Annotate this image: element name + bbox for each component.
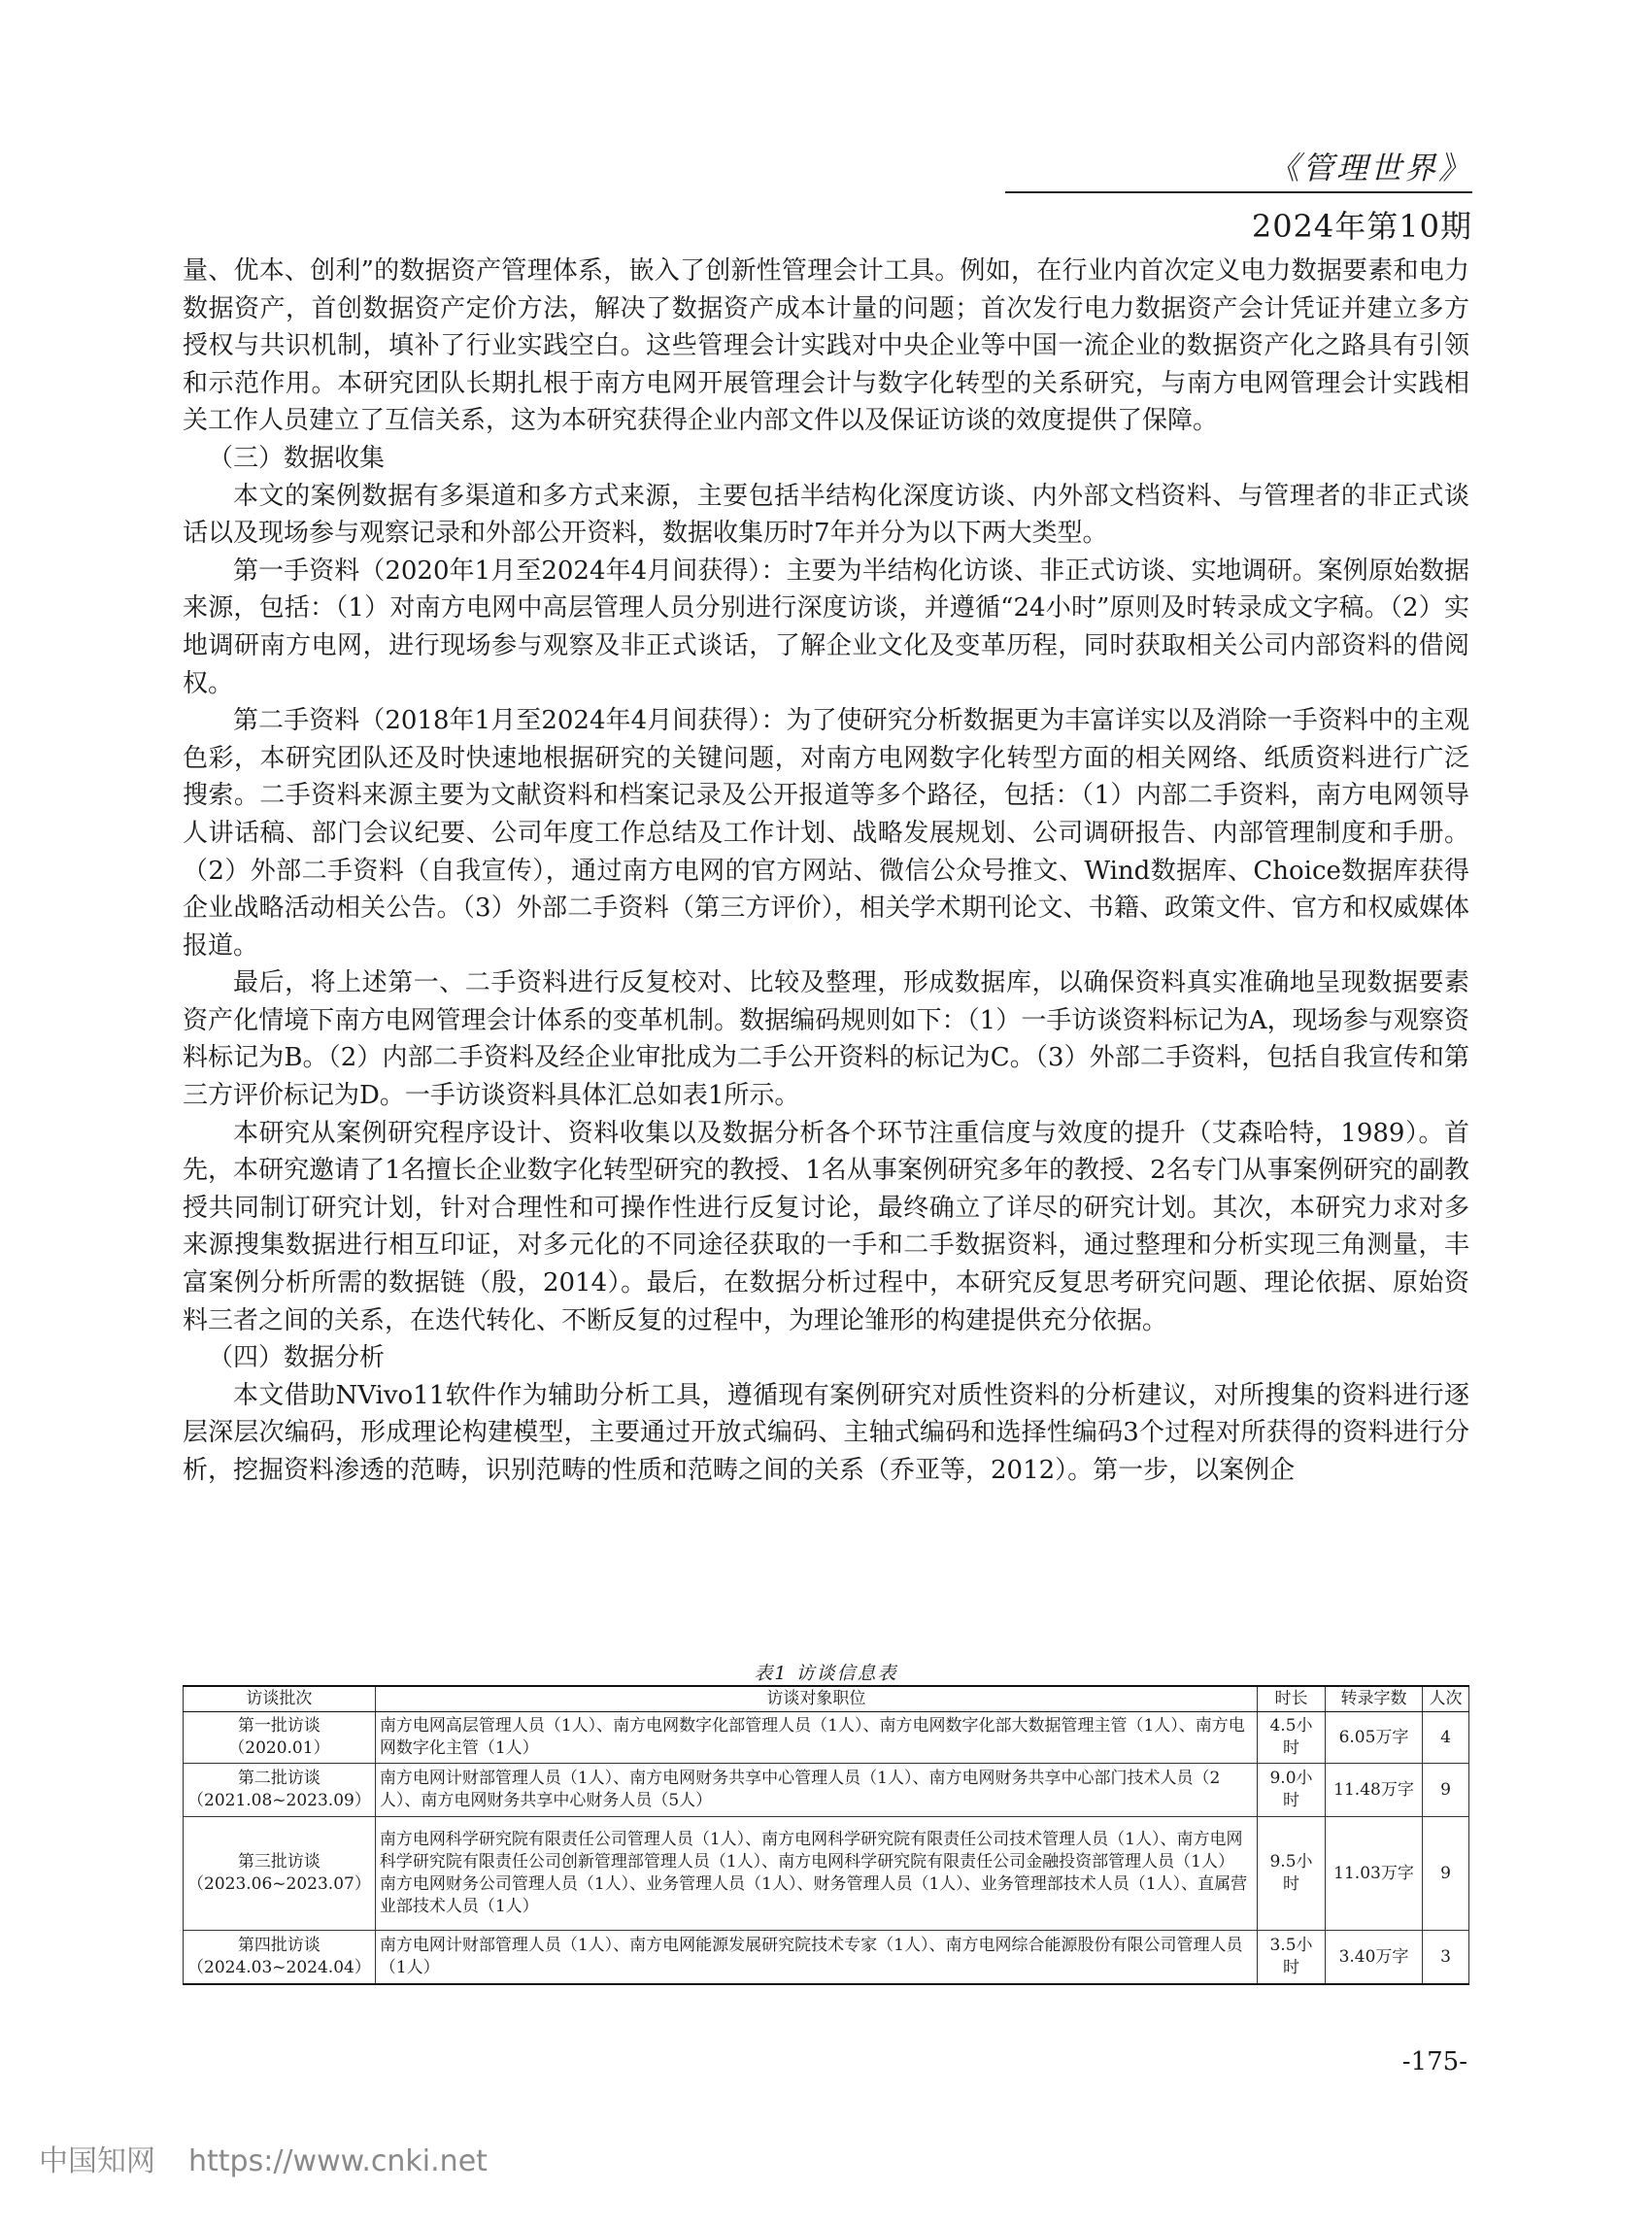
count-cell: 9 xyxy=(1423,1764,1469,1817)
paragraph: 本研究从案例研究程序设计、资料收集以及数据分析各个环节注重信度与效度的提升（艾森哈特，1989）。首先，本研究邀请了1名擅长企业数字化转型研究的教授、1名从事案例研究多年的教授、2名专门从事案例研究的副教授共同制订研究计划，针对合理性和可操作性进行反复讨论，最终确立了详尽的研究计划。其次，本研究力求对多来源搜集数据进行相互印证，对多元化的不同途径获取的一手和二手数据资料，通过整理和分析实现三角测量，丰富案例分析所需的数据链（殷，2014）。最后，在数据分析过程中，本研究反复思考研究问题、理论依据、原始资料三者之间的关系，在迭代转化、不断反复的过程中，为理论雏形的构建提供充分依据。 xyxy=(183,1118,1469,1335)
table-header-row xyxy=(184,1686,1469,1712)
page-number: -175- xyxy=(1401,2047,1467,2076)
column-header: 访谈对象职位 xyxy=(375,1686,1257,1712)
count-cell: 3 xyxy=(1423,1931,1469,1985)
positions-cell: 南方电网计财部管理人员（1人）、南方电网财务共享中心管理人员（1人）、南方电网财务共享中心部门技术人员（2人）、南方电网财务共享中心财务人员（5人） xyxy=(375,1764,1257,1817)
column-header: 转录字数 xyxy=(1326,1686,1423,1712)
watermark-url: https://www.cnki.net xyxy=(188,2144,488,2178)
paragraph: 第二手资料（2018年1月至2024年4月间获得）：为了使研究分析数据更为丰富详实以及消除一手资料中的主观色彩，本研究团队还及时快速地根据研究的关键问题，对南方电网数字化转型方面的相关网络、纸质资料进行广泛搜索。二手资料来源主要为文献资料和档案记录及公开报道等多个路径，包括：（1）内部二手资料，南方电网领导人讲话稿、部门会议纪要、公司年度工作总结及工作计划、战略发展规划、公司调研报告、内部管理制度和手册。（2）外部二手资料（自我宣传），通过南方电网的官方网站、微信公众号推文、Wind数据库、Choice数据库获得企业战略活动相关公告。（3）外部二手资料（第三方评价），相关学术期刊论文、书籍、政策文件、官方和权威媒体报道。 xyxy=(183,706,1469,961)
cnki-watermark xyxy=(39,2137,521,2179)
duration-cell: 9.5小时 xyxy=(1258,1817,1326,1931)
count-cell: 9 xyxy=(1423,1817,1469,1931)
table-row xyxy=(184,1764,1469,1817)
duration-cell: 9.0小时 xyxy=(1258,1764,1326,1817)
paragraph: 第一手资料（2020年1月至2024年4月间获得）：主要为半结构化访谈、非正式访谈、实地调研。案例原始数据来源，包括：（1）对南方电网中高层管理人员分别进行深度访谈，并遵循“24小时”原则及时转录成文字稿。（2）实地调研南方电网，进行现场参与观察及非正式谈话，了解企业文化及变革历程，同时获取相关公司内部资料的借阅权。 xyxy=(183,556,1469,698)
duration-cell: 4.5小时 xyxy=(1258,1712,1326,1764)
duration-cell: 3.5小时 xyxy=(1258,1931,1326,1985)
journal-title: 《管理世界》 xyxy=(1267,150,1472,186)
words-cell: 11.03万字 xyxy=(1326,1817,1423,1931)
positions-cell: 南方电网科学研究院有限责任公司管理人员（1人）、南方电网科学研究院有限责任公司技术管理人员（1人）、南方电网科学研究院有限责任公司创新管理部管理人员（1人）、南方电网科学研究院有限责任公司金融投资部管理人员（1人） 南方电网财务公司管理人员（1人）、业务管理人员（1人）、财务管理人员（1人）、业务管理部技术人员（1人）、直属营业部技术人员（1人） xyxy=(375,1817,1257,1931)
batch-cell: 第一批访谈 （2020.01） xyxy=(184,1712,376,1764)
paragraph: 最后，将上述第一、二手资料进行反复校对、比较及整理，形成数据库，以确保资料真实准确地呈现数据要素资产化情境下南方电网管理会计体系的变革机制。数据编码规则如下：（1）一手访谈资料标记为A，现场参与观察资料标记为B。（2）内部二手资料及经企业审批成为二手公开资料的标记为C。（3）外部二手资料，包括自我宣传和第三方评价标记为D。一手访谈资料具体汇总如表1所示。 xyxy=(183,968,1469,1111)
words-cell: 11.48万字 xyxy=(1326,1764,1423,1817)
batch-cell: 第二批访谈 （2021.08~2023.09） xyxy=(184,1764,376,1817)
words-cell: 6.05万字 xyxy=(1326,1712,1423,1764)
section-heading: （四）数据分析 xyxy=(208,1343,386,1373)
paragraph: 本文的案例数据有多渠道和多方式来源，主要包括半结构化深度访谈、内外部文档资料、与管理者的非正式谈话以及现场参与观察记录和外部公开资料，数据收集历时7年并分为以下两大类型。 xyxy=(183,481,1469,549)
issue-label: 2024年第10期 xyxy=(1251,208,1472,245)
table-row xyxy=(184,1712,1469,1764)
table-row xyxy=(184,1931,1469,1985)
paragraph: 本文借助NVivo11软件作为辅助分析工具，遵循现有案例研究对质性资料的分析建议，对所搜集的资料进行逐层深层次编码，形成理论构建模型，主要通过开放式编码、主轴式编码和选择性编码3个过程对所获得的资料进行分析，挖掘资料渗透的范畴，识别范畴的性质和范畴之间的关系（乔亚等，2012）。第一步，以案例企 xyxy=(183,1380,1469,1485)
batch-cell: 第四批访谈 （2024.03~2024.04） xyxy=(184,1931,376,1985)
table-caption: 表1 访谈信息表 xyxy=(754,1663,898,1684)
column-header: 访谈批次 xyxy=(184,1686,376,1712)
column-header: 时长 xyxy=(1258,1686,1326,1712)
words-cell: 3.40万字 xyxy=(1326,1931,1423,1985)
column-header: 人次 xyxy=(1423,1686,1469,1712)
positions-cell: 南方电网计财部管理人员（1人）、南方电网能源发展研究院技术专家（1人）、南方电网综合能源股份有限公司管理人员（1人） xyxy=(375,1931,1257,1985)
positions-cell: 南方电网高层管理人员（1人）、南方电网数字化部管理人员（1人）、南方电网数字化部大数据管理主管（1人）、南方电网数字化主管（1人） xyxy=(375,1712,1257,1764)
header-rule xyxy=(1005,191,1472,193)
count-cell: 4 xyxy=(1423,1712,1469,1764)
interview-table xyxy=(183,1685,1469,1985)
watermark-brand: 中国知网 xyxy=(39,2144,155,2178)
section-heading: （三）数据收集 xyxy=(208,443,386,473)
article-body xyxy=(183,253,1469,1490)
paragraph: 量、优本、创利”的数据资产管理体系，嵌入了创新性管理会计工具。例如，在行业内首次定义电力数据要素和电力数据资产，首创数据资产定价方法，解决了数据资产成本计量的问题；首次发行电力数据资产会计凭证并建立多方授权与共识机制，填补了行业实践空白。这些管理会计实践对中央企业等中国一流企业的数据资产化之路具有引领和示范作用。本研究团队长期扎根于南方电网开展管理会计与数字化转型的关系研究，与南方电网管理会计实践相关工作人员建立了互信关系，这为本研究获得企业内部文件以及保证访谈的效度提供了保障。 xyxy=(183,256,1469,436)
table-row xyxy=(184,1817,1469,1931)
batch-cell: 第三批访谈 （2023.06~2023.07） xyxy=(184,1817,376,1931)
